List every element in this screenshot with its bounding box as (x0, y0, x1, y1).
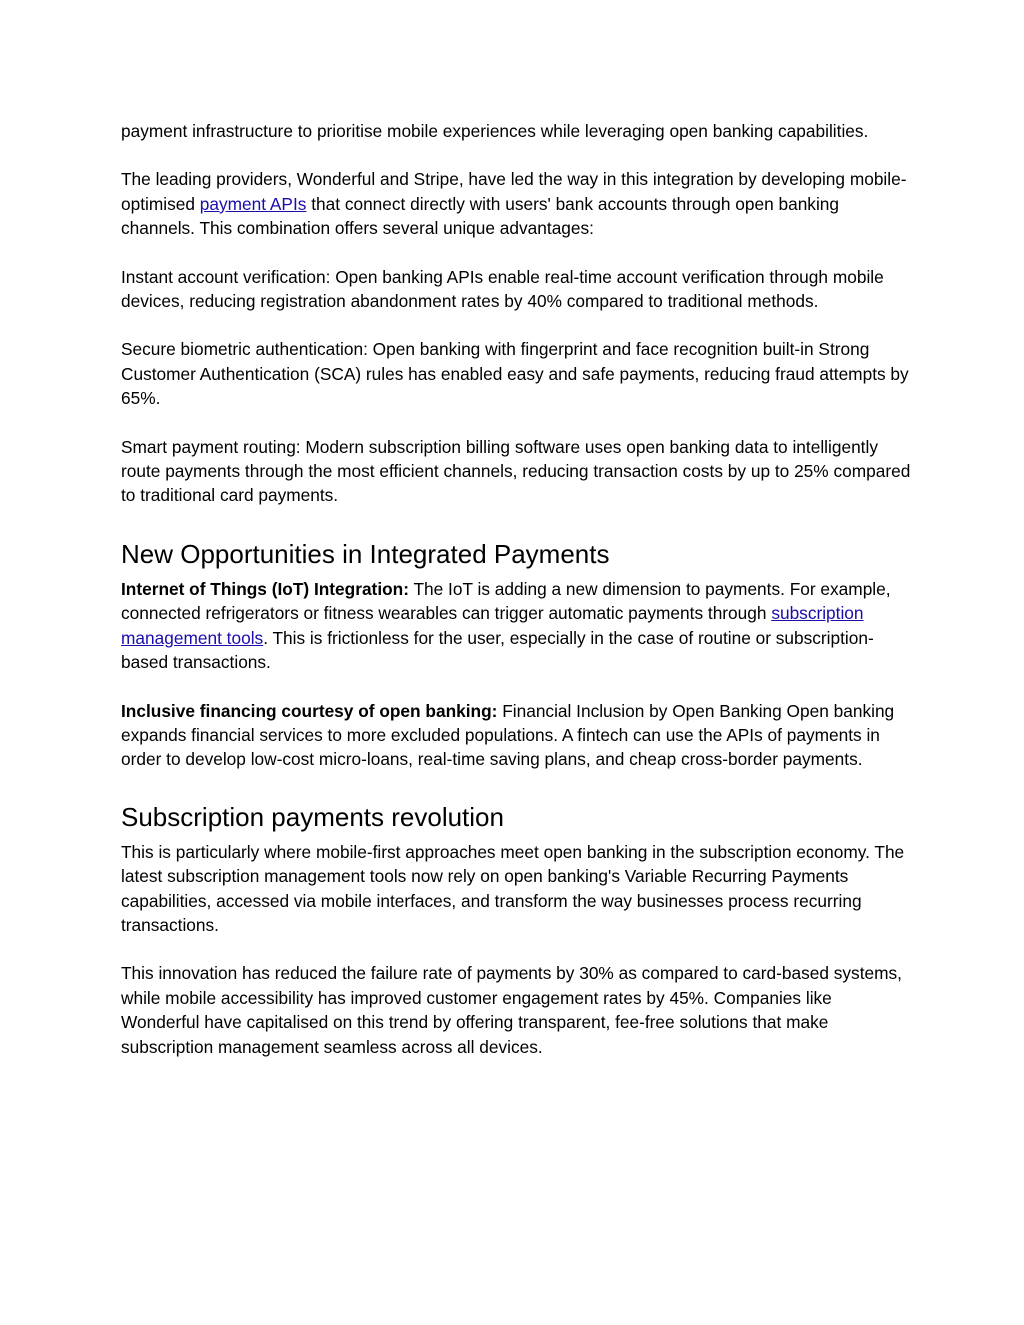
iot-paragraph (121, 577, 911, 675)
inclusive-financing-paragraph (121, 699, 911, 772)
instant-verification-paragraph: Instant account verification: Open banking APIs enable real-time account verification through mobile devices, reducing registration abandonment rates by 40% compared to traditional methods. (121, 266, 884, 312)
document-page (121, 119, 911, 1083)
subscription-paragraph-2: This innovation has reduced the failure rate of payments by 30% as compared to card-based systems, while mobile accessibility has improved customer engagement rates by 45%. Companies like Wonderful have capitalised on this trend by offering transparent, fee-free solutions that make subscription management seamless across all devices. (121, 963, 902, 1057)
inclusive-financing-label: Inclusive financing courtesy of open banking: (121, 700, 498, 721)
smart-routing-paragraph: Smart payment routing: Modern subscription billing software uses open banking data to intelligently route payments through the most efficient channels, reducing transaction costs by up to 25% compared to traditional card payments. (121, 436, 911, 506)
intro-paragraph-2-text-b: that connect directly with users' bank accounts through open banking channels. This combination offers several unique advantages: (121, 193, 840, 239)
section-heading-opportunities: New Opportunities in Integrated Payments (121, 538, 610, 569)
biometric-authentication-paragraph: Secure biometric authentication: Open banking with fingerprint and face recognition built-in Strong Customer Authentication (SCA) rules has enabled easy and safe payments, reducing fraud attempts by 65%. (121, 339, 909, 409)
iot-label: Internet of Things (IoT) Integration: (121, 578, 409, 599)
payment-apis-link[interactable]: payment APIs (199, 193, 307, 214)
intro-paragraph-2 (121, 167, 911, 240)
subscription-management-tools-link[interactable]: subscription management tools (121, 603, 864, 648)
inclusive-financing-text: Financial Inclusion by Open Banking Open banking expands financial services to more excluded populations. A fintech can use the APIs of payments in order to develop low-cost micro-loans, real-time saving plans, and cheap cross-border payments. (121, 700, 895, 770)
intro-paragraph-1: payment infrastructure to prioritise mobile experiences while leveraging open banking capabilities. (121, 121, 869, 141)
iot-text-a: The IoT is adding a new dimension to payments. For example, connected refrigerators or fitness wearables can trigger automatic payments through (121, 578, 891, 624)
intro-paragraph-2-text-a: The leading providers, Wonderful and Stripe, have led the way in this integration by developing mobile-optimised (121, 169, 907, 214)
iot-text-b: . This is frictionless for the user, especially in the case of routine or subscription-based transactions. (121, 627, 874, 673)
subscription-paragraph-1: This is particularly where mobile-first approaches meet open banking in the subscription economy. The latest subscription management tools now rely on open banking's Variable Recurring Payments capabilities, accessed via mobile interfaces, and transform the way businesses process recurring transactions. (121, 841, 905, 935)
section-heading-subscription: Subscription payments revolution (121, 801, 504, 832)
